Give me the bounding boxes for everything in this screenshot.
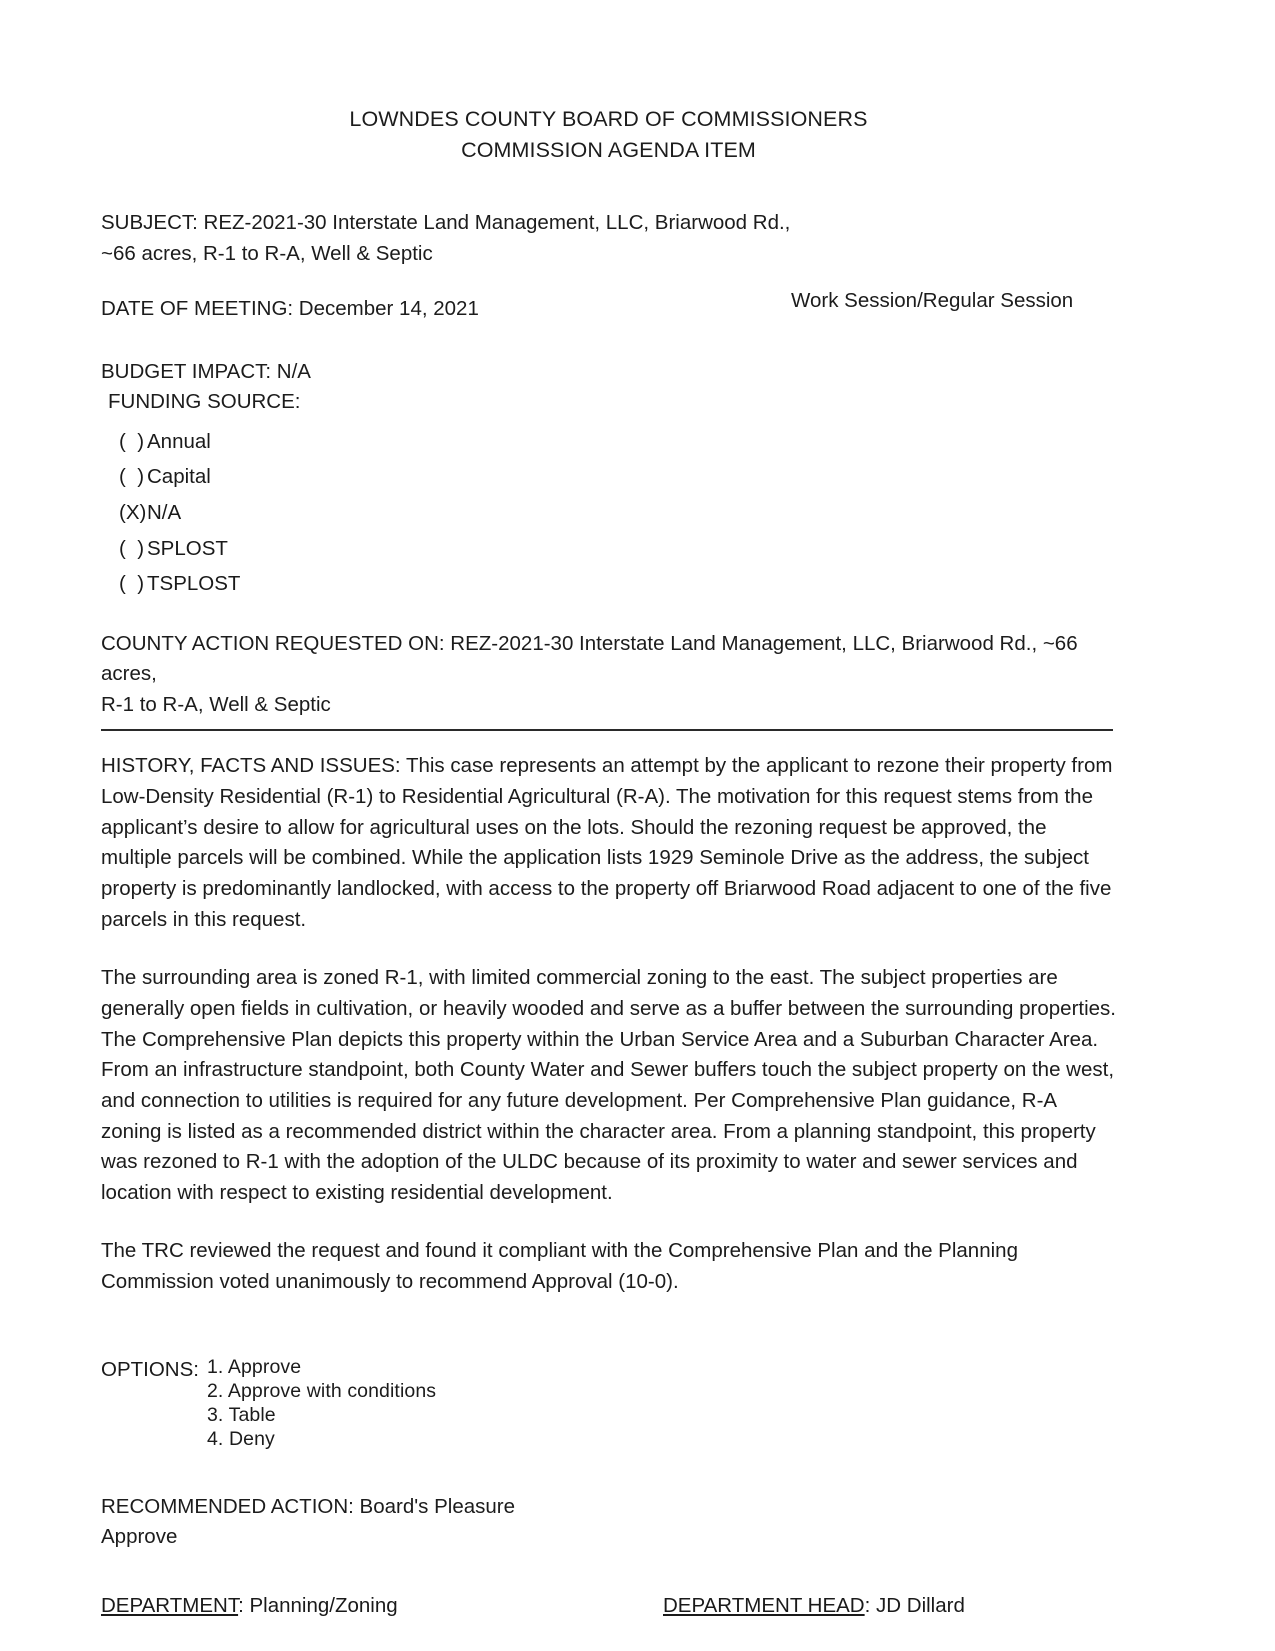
budget-impact: BUDGET IMPACT: N/A <box>101 359 311 383</box>
funding-option-capital[interactable] <box>101 464 1116 491</box>
subject-line-2: ~66 acres, R-1 to R-A, Well & Septic <box>101 241 433 265</box>
funding-option-label: TSPLOST <box>147 572 241 596</box>
recommended-action-value: Approve <box>101 1525 178 1549</box>
county-action-line-2: R-1 to R-A, Well & Septic <box>101 692 331 716</box>
option-item-table[interactable]: 3. Table <box>206 1403 276 1426</box>
checkbox-annual[interactable]: ( ) <box>119 429 145 453</box>
section-divider <box>101 729 1113 731</box>
department-head-field <box>663 1592 965 1621</box>
history-paragraph-2: The surrounding area is zoned R-1, with limited commercial zoning to the east. The subject properties are generally open fields in cultivation, or heavily wooded and serve as a buffer between the surrounding properties. The Comprehensive Plan depicts this property within the Urban Service Area and a Suburban Character Area. From an infrastructure standpoint, both County Water and Sewer buffers touch the subject property on the west, and connection to utilities is required for any future development. Per Comprehensive Plan guidance, R-A zoning is listed as a recommended district within the character area. From a planning standpoint, this property was rezoned to R-1 with the adoption of the ULDC because of its proximity to water and sewer services and location with respect to existing residential development. <box>101 966 1117 1204</box>
budget-block <box>101 357 1116 418</box>
funding-option-label: N/A <box>147 500 182 524</box>
department-footer <box>101 1592 1116 1621</box>
checkbox-capital[interactable]: ( ) <box>119 465 145 489</box>
department-field <box>101 1594 398 1617</box>
options-list <box>207 1356 436 1452</box>
option-item-approve[interactable]: 1. Approve <box>206 1355 302 1378</box>
history-paragraph-1: HISTORY, FACTS AND ISSUES: This case represents an attempt by the applicant to rezone their property from Low-Density Residential (R-1) to Residential Agricultural (R-A). The motivation for this request stems from the applicant’s desire to allow for agricultural uses on the lots. Should the rezoning request be approved, the multiple parcels will be combined. While the application lists 1929 Seminole Drive as the address, the subject property is predominantly landlocked, with access to the property off Briarwood Road adjacent to one of the five parcels in this request. <box>101 754 1113 931</box>
option-item-approve-with-conditions[interactable]: 2. Approve with conditions <box>206 1379 437 1402</box>
county-action-line-1: COUNTY ACTION REQUESTED ON: REZ-2021-30 Interstate Land Management, LLC, Briarwood Rd., ~66 acres, <box>101 631 1078 686</box>
department-head-label: DEPARTMENT HEAD <box>663 1593 865 1617</box>
checkbox-na-checked[interactable]: (X) <box>119 500 147 524</box>
funding-option-label: Capital <box>147 465 211 489</box>
document-header <box>101 0 1116 165</box>
options-section <box>101 1356 1116 1452</box>
funding-option-label: SPLOST <box>147 536 228 560</box>
funding-option-splost[interactable] <box>101 536 1116 563</box>
option-item-deny[interactable]: 4. Deny <box>206 1427 275 1450</box>
funding-option-label: Annual <box>147 429 211 453</box>
meeting-row <box>101 289 1116 325</box>
funding-option-annual[interactable] <box>101 429 1116 456</box>
funding-option-tsplost[interactable] <box>101 571 1116 598</box>
department-label: DEPARTMENT <box>101 1593 239 1617</box>
recommended-action-block <box>101 1492 1116 1553</box>
recommended-action-line: RECOMMENDED ACTION: Board's Pleasure <box>101 1494 516 1518</box>
date-of-meeting: DATE OF MEETING: December 14, 2021 <box>101 297 479 321</box>
county-action-block <box>101 629 1116 721</box>
subject-block <box>101 208 1116 269</box>
department-value: : Planning/Zoning <box>238 1593 398 1617</box>
checkbox-splost[interactable]: ( ) <box>119 536 145 560</box>
options-label: OPTIONS: <box>101 1357 199 1381</box>
department-head-value: : JD Dillard <box>864 1593 965 1617</box>
funding-option-na[interactable] <box>101 500 1116 527</box>
funding-source-list <box>101 429 1116 598</box>
document-content <box>101 0 1116 1620</box>
subject-line-1: SUBJECT: REZ-2021-30 Interstate Land Management, LLC, Briarwood Rd., <box>101 211 791 235</box>
header-line-agenda-item: COMMISSION AGENDA ITEM <box>461 137 756 162</box>
header-line-board: LOWNDES COUNTY BOARD OF COMMISSIONERS <box>349 107 868 131</box>
history-paragraph-3: The TRC reviewed the request and found it compliant with the Comprehensive Plan and the Planning Commission voted unanimously to recommend Approval (10-0). <box>101 1239 1018 1294</box>
checkbox-tsplost[interactable]: ( ) <box>119 572 145 596</box>
funding-source-label: FUNDING SOURCE: <box>108 390 301 414</box>
session-type: Work Session/Regular Session <box>791 289 1074 313</box>
